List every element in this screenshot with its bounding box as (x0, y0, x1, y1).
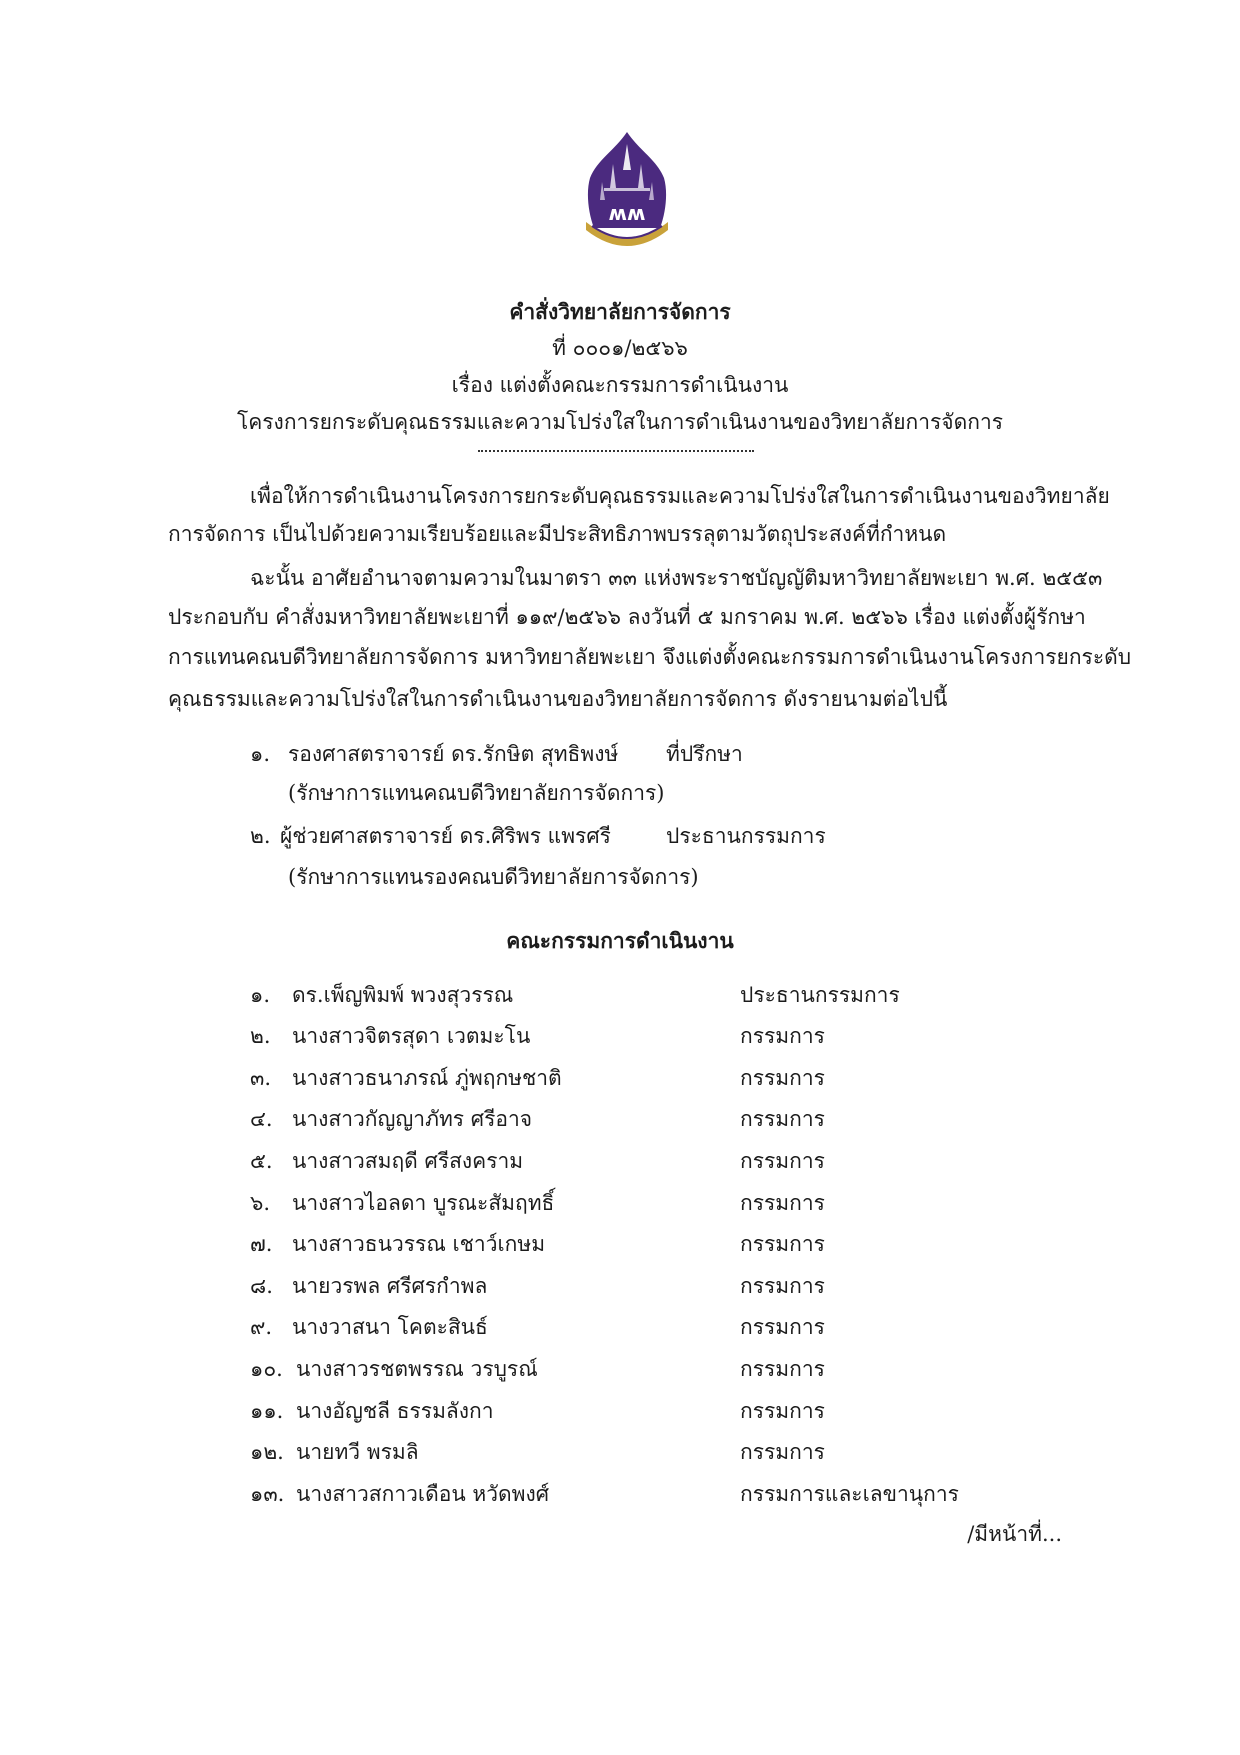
member-role: กรรมการ (740, 1191, 825, 1215)
order-title: คำสั่งวิทยาลัยการจัดการ (509, 299, 731, 324)
advisor-position: (รักษาการแทนรองคณบดีวิทยาลัยการจัดการ) (288, 865, 699, 889)
committee-member-row (0, 1311, 1240, 1351)
member-name: ดร.เพ็ญพิมพ์ พวงสุวรรณ (292, 983, 514, 1007)
committee-member-row (0, 1478, 1240, 1518)
member-name: นางสาวธนวรรณ เชาว์เกษม (292, 1232, 546, 1256)
dotted-separator (478, 450, 754, 452)
advisor-name: ผู้ช่วยศาสตราจารย์ ดร.ศิริพร แพรศรี (280, 824, 611, 848)
advisor-number: ๒. (250, 824, 271, 848)
committee-member-row (0, 979, 1240, 1019)
member-role: กรรมการ (740, 1357, 825, 1381)
committee-member-row (0, 1353, 1240, 1393)
member-name: นางสาวสกาวเดือน หวัดพงศ์ (296, 1482, 550, 1506)
committee-member-row (0, 1145, 1240, 1185)
member-number: ๑. (250, 983, 271, 1007)
member-number: ๘. (250, 1274, 273, 1298)
committee-member-row (0, 1395, 1240, 1435)
member-role: กรรมการ (740, 1315, 825, 1339)
paragraph-line: ประกอบกับ คำสั่งมหาวิทยาลัยพะเยาที่ ๑๑๙/๒๕๖๖ ลงวันที่ ๕ มกราคม พ.ศ. ๒๕๖๖ เรื่อง แต่งตั้งผู้รักษา (168, 605, 1086, 629)
member-role: กรรมการ (740, 1232, 825, 1256)
member-name: นางสาวกัญญาภัทร ศรีอาจ (292, 1107, 533, 1131)
member-number: ๑๒. (250, 1440, 284, 1464)
member-name: นางสาวสมฤดี ศรีสงคราม (292, 1149, 524, 1173)
project-name: โครงการยกระดับคุณธรรมและความโปร่งใสในการดำเนินงานของวิทยาลัยการจัดการ (236, 410, 1004, 434)
order-subject: เรื่อง แต่งตั้งคณะกรรมการดำเนินงาน (451, 373, 789, 397)
member-role: กรรมการ (740, 1024, 825, 1048)
member-number: ๖. (250, 1191, 271, 1215)
paragraph-line: คุณธรรมและความโปร่งใสในการดำเนินงานของวิทยาลัยการจัดการ ดังรายนามต่อไปนี้ (168, 687, 948, 711)
university-logo (582, 130, 672, 255)
member-name: นางสาวไอลดา บูรณะสัมฤทธิ์ (292, 1191, 555, 1215)
advisor-role: ที่ปรึกษา (666, 742, 743, 766)
member-name: นางสาวธนาภรณ์ ภู่พฤกษชาติ (292, 1066, 562, 1090)
committee-member-row (0, 1062, 1240, 1102)
advisor-name: รองศาสตราจารย์ ดร.รักษิต สุทธิพงษ์ (288, 742, 619, 766)
member-number: ๒. (250, 1024, 271, 1048)
member-role: ประธานกรรมการ (740, 983, 900, 1007)
paragraph-line: ฉะนั้น อาศัยอำนาจตามความในมาตรา ๓๓ แห่งพระราชบัญญัติมหาวิทยาลัยพะเยา พ.ศ. ๒๕๕๓ (250, 566, 1103, 590)
member-number: ๔. (250, 1107, 273, 1131)
member-role: กรรมการ (740, 1066, 825, 1090)
member-role: กรรมการ (740, 1399, 825, 1423)
paragraph-line: การจัดการ เป็นไปด้วยความเรียบร้อยและมีประสิทธิภาพบรรลุตามวัตถุประสงค์ที่กำหนด (168, 522, 947, 546)
member-number: ๓. (250, 1066, 272, 1090)
committee-heading: คณะกรรมการดำเนินงาน (506, 928, 734, 953)
advisor-role: ประธานกรรมการ (666, 824, 826, 848)
order-number: ที่ ๐๐๐๑/๒๕๖๖ (552, 336, 688, 360)
member-name: นายวรพล ศรีศรกำพล (292, 1274, 488, 1298)
committee-member-row (0, 1270, 1240, 1310)
member-role: กรรมการ (740, 1274, 825, 1298)
committee-member-row (0, 1228, 1240, 1268)
paragraph-line: เพื่อให้การดำเนินงานโครงการยกระดับคุณธรรมและความโปร่งใสในการดำเนินงานของวิทยาลัย (250, 484, 1110, 508)
advisor-position: (รักษาการแทนคณบดีวิทยาลัยการจัดการ) (288, 781, 665, 805)
svg-text:ʍʍ: ʍʍ (608, 201, 646, 225)
committee-member-row (0, 1020, 1240, 1060)
member-role: กรรมการ (740, 1149, 825, 1173)
committee-member-row (0, 1187, 1240, 1227)
member-name: นางสาวจิตรสุดา เวตมะโน (292, 1024, 531, 1048)
advisor-number: ๑. (250, 742, 271, 766)
member-name: นางวาสนา โคตะสินธ์ (292, 1315, 488, 1339)
member-role: กรรมการและเลขานุการ (740, 1482, 959, 1506)
member-number: ๑๐. (250, 1357, 283, 1381)
member-name: นายทวี พรมลิ (296, 1440, 419, 1464)
member-number: ๑๑. (250, 1399, 284, 1423)
member-role: กรรมการ (740, 1440, 825, 1464)
member-role: กรรมการ (740, 1107, 825, 1131)
committee-member-row (0, 1436, 1240, 1476)
member-name: นางอัญชลี ธรรมลังกา (296, 1399, 494, 1423)
committee-member-row (0, 1103, 1240, 1143)
member-number: ๙. (250, 1315, 273, 1339)
paragraph-line: การแทนคณบดีวิทยาลัยการจัดการ มหาวิทยาลัยพะเยา จึงแต่งตั้งคณะกรรมการดำเนินงานโครงการยกระดับ (168, 645, 1132, 669)
continued-marker: /มีหน้าที่... (967, 1522, 1062, 1546)
member-name: นางสาวรชตพรรณ วรบูรณ์ (296, 1357, 538, 1381)
member-number: ๑๓. (250, 1482, 285, 1506)
member-number: ๕. (250, 1149, 273, 1173)
member-number: ๗. (250, 1232, 273, 1256)
